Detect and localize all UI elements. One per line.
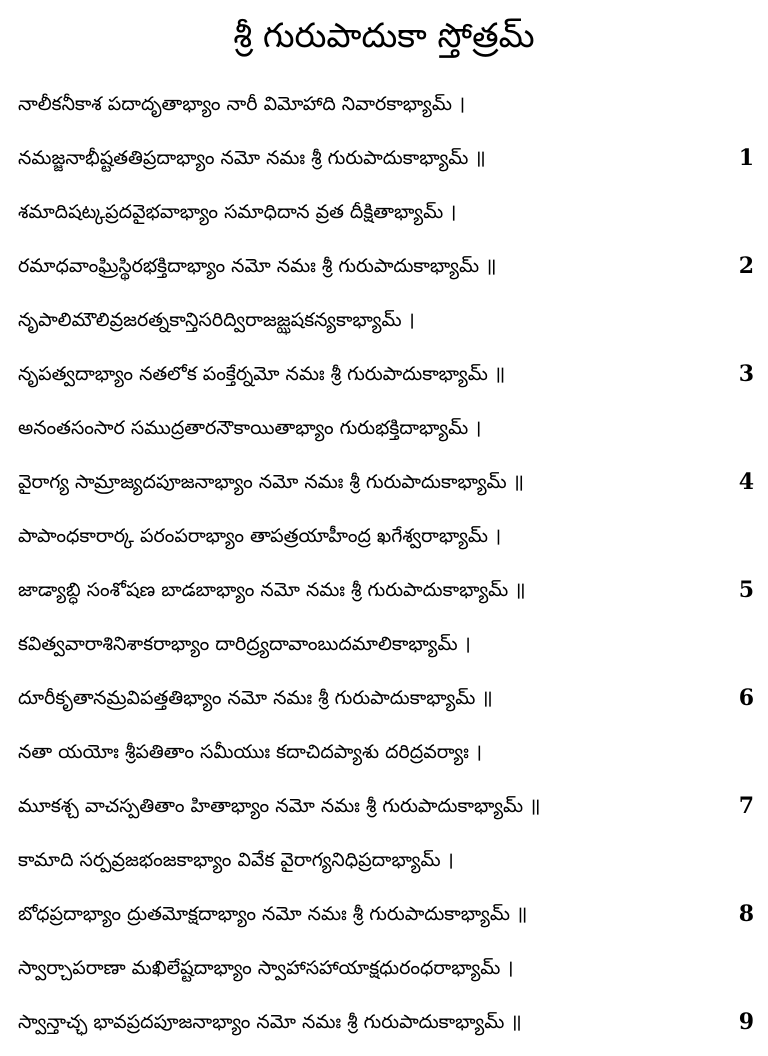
verse-number: 5 xyxy=(738,577,754,603)
verse-line xyxy=(18,1002,754,1056)
verse-text: నృపత్వదాభ్యాం నతలోక పంక్తేర్నమో నమః శ్రీ గురుపాదుకాభ్యామ్ ॥ xyxy=(18,363,506,385)
verse-text: మూకశ్చ వాచస్పతితాం హితాభ్యాం నమో నమః శ్రీ గురుపాదుకాభ్యామ్ ॥ xyxy=(18,795,541,817)
verse-text: బోధప్రదాభ్యాం ద్రుతమోక్షదాభ్యాం నమో నమః శ్రీ గురుపాదుకాభ్యామ్ ॥ xyxy=(18,903,528,925)
verse-list xyxy=(18,84,754,1056)
verse-line xyxy=(18,354,754,408)
verse-text: రమాధవాంఘ్రిస్థిరభక్తిదాభ్యాం నమో నమః శ్రీ గురుపాదుకాభ్యామ్ ॥ xyxy=(18,255,497,277)
verse-line xyxy=(18,246,754,300)
verse-text: స్వాన్తాచ్ఛ భావప్రదపూజనాభ్యాం నమో నమః శ్రీ గురుపాదుకాభ్యామ్ ॥ xyxy=(18,1011,522,1033)
verse-7 xyxy=(18,732,754,840)
verse-text: స్వార్చాపరాణా మఖిలేష్టదాభ్యాం స్వాహాసహాయాక్షధురంధరాభ్యామ్ । xyxy=(18,957,514,979)
verse-number: 4 xyxy=(738,469,754,495)
verse-text: కవిత్వవారాశినిశాకరాభ్యాం దారిద్ర్యదావాంబుదమాలికాభ్యామ్ । xyxy=(18,633,471,655)
verse-3 xyxy=(18,300,754,408)
verse-5 xyxy=(18,516,754,624)
verse-line xyxy=(18,192,754,246)
verse-number: 2 xyxy=(738,253,754,279)
verse-line xyxy=(18,732,754,786)
verse-line xyxy=(18,948,754,1002)
verse-number: 3 xyxy=(738,361,754,387)
verse-number: 9 xyxy=(738,1009,754,1035)
verse-number: 1 xyxy=(738,145,754,171)
verse-line xyxy=(18,516,754,570)
verse-text: నతా యయోః శ్రీపతితాం సమీయుః కదాచిదప్యాశు దరిద్రవర్యాః । xyxy=(18,741,483,763)
verse-text: దూరీకృతానమ్రవిపత్తతిభ్యాం నమో నమః శ్రీ గురుపాదుకాభ్యామ్ ॥ xyxy=(18,687,493,709)
verse-text: పాపాంధకారార్క పరంపరాభ్యాం తాపత్రయాహీంద్ర ఖగేశ్వరాభ్యామ్ । xyxy=(18,525,502,547)
verse-line xyxy=(18,840,754,894)
verse-line xyxy=(18,570,754,624)
verse-1 xyxy=(18,84,754,192)
verse-line xyxy=(18,84,754,138)
verse-line xyxy=(18,300,754,354)
verse-number: 8 xyxy=(738,901,754,927)
verse-line xyxy=(18,624,754,678)
verse-line xyxy=(18,462,754,516)
verse-text: నాలీకనీకాశ పదాదృతాభ్యాం నారీ విమోహాది నివారకాభ్యామ్ । xyxy=(18,93,466,115)
verse-6 xyxy=(18,624,754,732)
verse-8 xyxy=(18,840,754,948)
verse-line xyxy=(18,408,754,462)
verse-9 xyxy=(18,948,754,1056)
verse-text: జాడ్యాబ్ధి సంశోషణ బాడబాభ్యాం నమో నమః శ్రీ గురుపాదుకాభ్యామ్ ॥ xyxy=(18,579,526,601)
verse-line xyxy=(18,894,754,948)
page-title: శ్రీ గురుపాదుకా స్తోత్రమ్ xyxy=(233,16,535,56)
verse-text: అనంతసంసార సముద్రతారనౌకాయితాభ్యాం గురుభక్తిదాభ్యామ్ । xyxy=(18,417,482,439)
verse-text: కామాది సర్పవ్రజభంజకాభ్యాం వివేక వైరాగ్యనిధిప్రదాభ్యామ్ । xyxy=(18,849,454,871)
verse-2 xyxy=(18,192,754,300)
verse-line xyxy=(18,138,754,192)
verse-text: నమజ్జనాభీష్టతతిప్రదాభ్యాం నమో నమః శ్రీ గురుపాదుకాభ్యామ్ ॥ xyxy=(18,147,486,169)
verse-4 xyxy=(18,408,754,516)
verse-text: వైరాగ్య సామ్రాజ్యదపూజనాభ్యాం నమో నమః శ్రీ గురుపాదుకాభ్యామ్ ॥ xyxy=(18,471,525,493)
verse-number: 6 xyxy=(738,685,754,711)
verse-text: శమాదిషట్కప్రదవైభవాభ్యాం సమాధిదాన వ్రత దీక్షితాభ్యామ్ । xyxy=(18,201,457,223)
verse-number: 7 xyxy=(738,793,754,819)
verse-line xyxy=(18,786,754,840)
verse-text: నృపాలిమౌలివ్రజరత్నకాన్తిసరిద్విరాజజ్ఝషకన్యకాభ్యామ్ । xyxy=(18,309,415,331)
verse-line xyxy=(18,678,754,732)
